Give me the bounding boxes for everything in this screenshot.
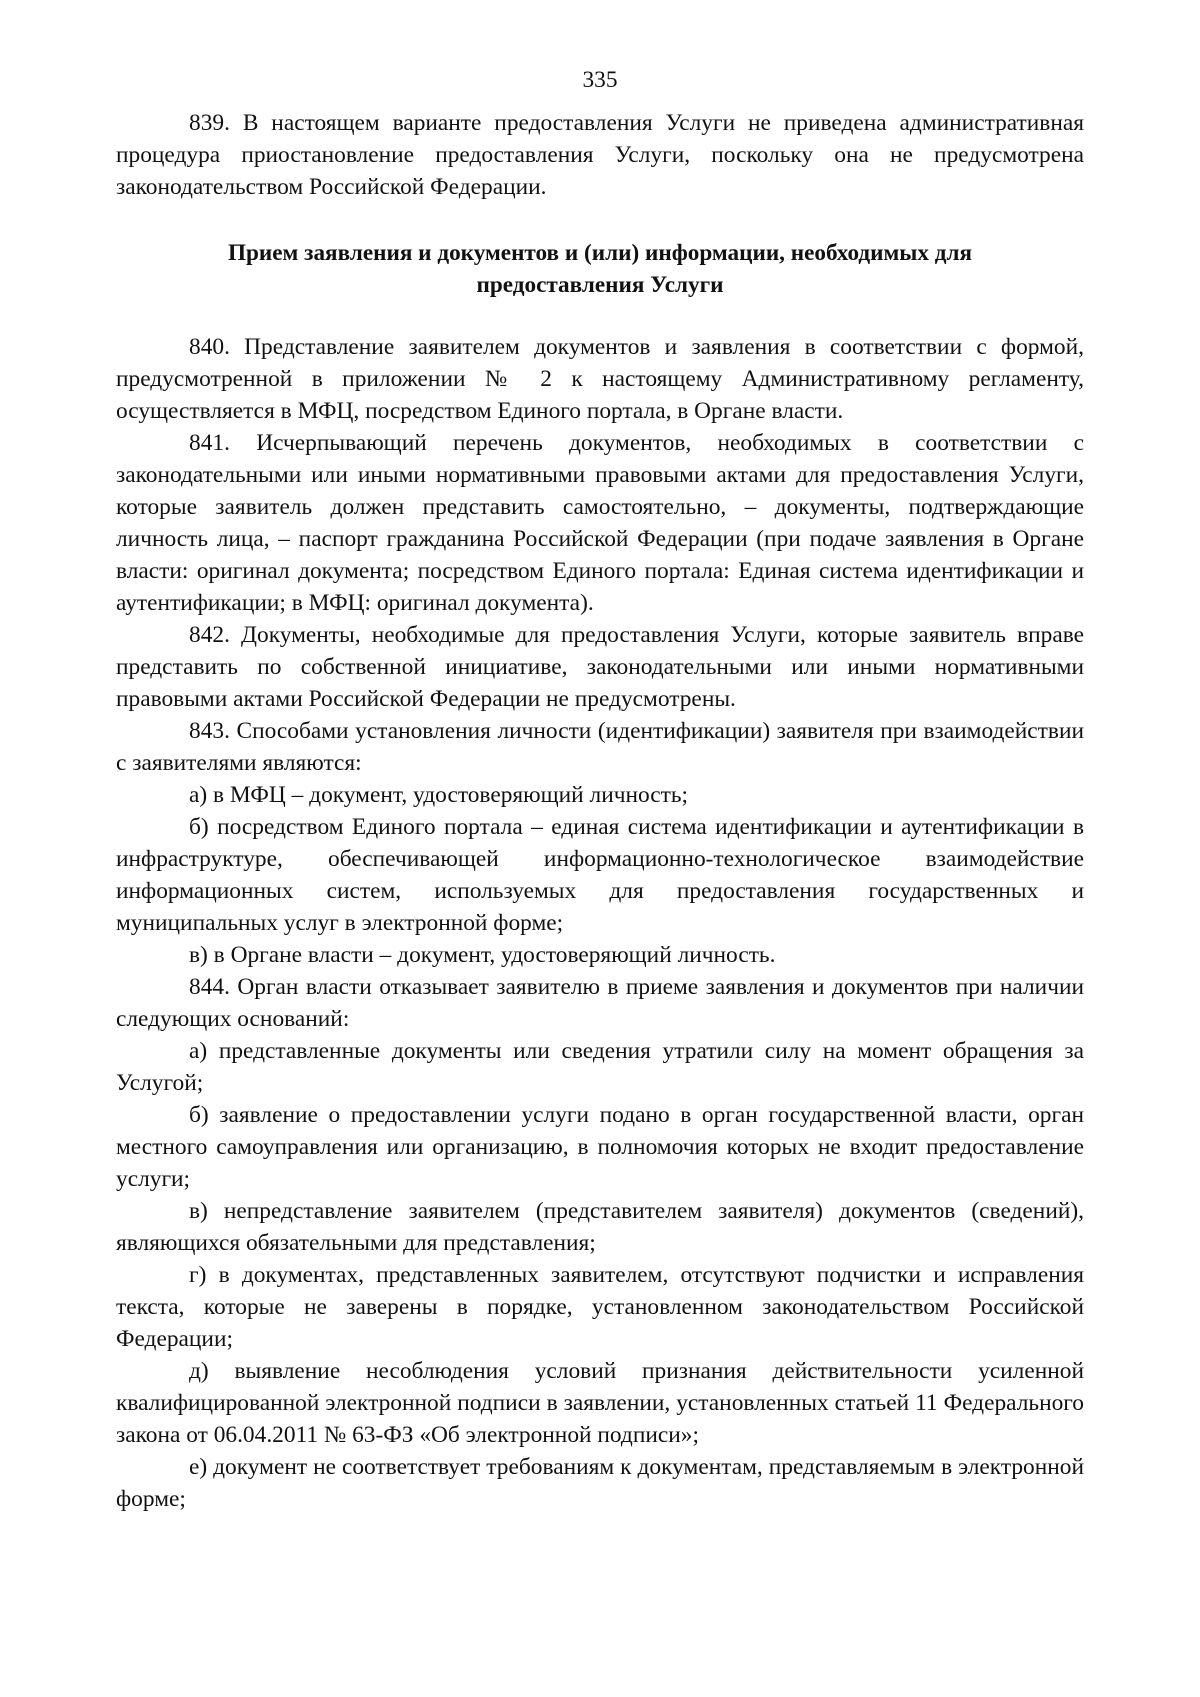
paragraph-843-b: б) посредством Единого портала – единая система идентификации и аутентификации в инфраструктуре, обеспечивающей информационно-технологическое взаимодействие информационных систем, используемых для предоставления государственных и муниципальных услуг в электронной форме;: [116, 814, 1084, 936]
paragraph-844-a: а) представленные документы или сведения утратили силу на момент обращения за Услугой;: [116, 1038, 1084, 1096]
page-number: 335: [582, 67, 618, 93]
paragraph-844-g: г) в документах, представленных заявителем, отсутствуют подчистки и исправления текста, которые не заверены в порядке, установленном законодательством Российской Федерации;: [116, 1262, 1084, 1352]
paragraph-839: 839. В настоящем варианте предоставления Услуги не приведена административная процедура приостановление предоставления Услуги, поскольку она не предусмотрена законодательством Российской Федерации.: [116, 110, 1084, 200]
paragraph-843-a: а) в МФЦ – документ, удостоверяющий личность;: [189, 782, 689, 808]
paragraph-843-v: в) в Органе власти – документ, удостоверяющий личность.: [189, 942, 776, 968]
paragraph-841: 841. Исчерпывающий перечень документов, необходимых в соответствии с законодательными или иными нормативными правовыми актами для предоставления Услуги, которые заявитель должен представить самостоятельно, – документы, подтверждающие личность лица, – паспорт гражданина Российской Федерации (при подаче заявления в Органе власти: оригинал документа; посредством Единого портала: Единая система идентификации и аутентификации; в МФЦ: оригинал документа).: [116, 430, 1084, 616]
paragraph-844: 844. Орган власти отказывает заявителю в приеме заявления и документов при наличии следующих оснований:: [116, 974, 1084, 1032]
paragraph-844-b: б) заявление о предоставлении услуги подано в орган государственной власти, орган местного самоуправления или организацию, в полномочия которых не входит предоставление услуги;: [116, 1102, 1084, 1192]
paragraph-840: 840. Представление заявителем документов и заявления в соответствии с формой, предусмотренной в приложении № 2 к настоящему Административному регламенту, осуществляется в МФЦ, посредством Единого портала, в Органе власти.: [116, 334, 1084, 424]
section-heading: [116, 237, 1084, 301]
paragraph-844-v: в) непредставление заявителем (представителем заявителя) документов (сведений), являющихся обязательными для представления;: [116, 1198, 1084, 1256]
paragraph-844-d: д) выявление несоблюдения условий признания действительности усиленной квалифицированной электронной подписи в заявлении, установленных статьей 11 Федерального закона от 06.04.2011 № 63-ФЗ «Об электронной подписи»;: [116, 1358, 1084, 1448]
paragraph-844-e: е) документ не соответствует требованиям к документам, представляемым в электронной форме;: [116, 1454, 1084, 1512]
section-heading-line-1: Прием заявления и документов и (или) информации, необходимых для: [227, 240, 973, 266]
paragraph-843: 843. Способами установления личности (идентификации) заявителя при взаимодействии с заявителями являются:: [116, 718, 1084, 776]
section-heading-line-2: предоставления Услуги: [476, 272, 724, 298]
paragraph-842: 842. Документы, необходимые для предоставления Услуги, которые заявитель вправе представить по собственной инициативе, законодательными или иными нормативными правовыми актами Российской Федерации не предусмотрены.: [116, 622, 1084, 712]
document-page: [116, 64, 1084, 1515]
